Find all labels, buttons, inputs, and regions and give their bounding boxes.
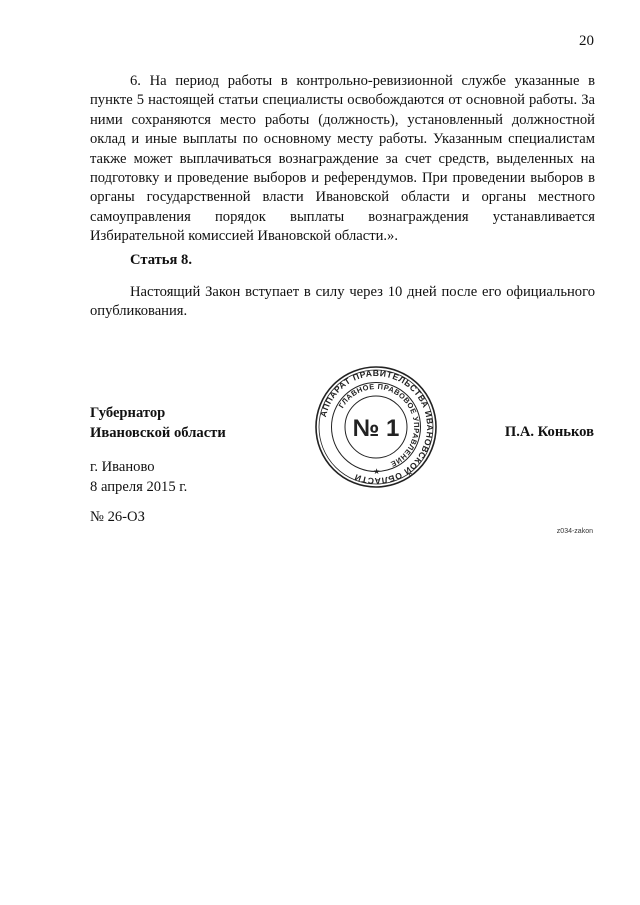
document-code: z034-zakon — [556, 528, 593, 535]
stamp-center-number: № 1 — [352, 415, 400, 442]
stamp-star-icons — [373, 467, 380, 476]
signatory-title — [90, 404, 226, 443]
signatory-title-line-2: Ивановской области — [90, 424, 226, 441]
article-heading: Статья 8. — [130, 252, 192, 268]
stamp-outer-text: АППАРАТ ПРАВИТЕЛЬСТВА ИВАНОВСКОЙ ОБЛАСТИ — [318, 367, 436, 487]
law-number: № 26-ОЗ — [90, 509, 145, 525]
place-and-date — [90, 458, 187, 497]
signatory-title-line-1: Губернатор — [90, 405, 166, 421]
page-number: 20 — [579, 33, 594, 49]
star-icon: ★ — [373, 467, 381, 476]
signing-date: 8 апреля 2015 г. — [90, 478, 188, 495]
city: г. Иваново — [90, 459, 155, 475]
article-8-text: Настоящий Закон вступает в силу через 10 дней после его официального опубликования. — [90, 284, 595, 320]
paragraph-6: 6. На период работы в контрольно-ревизионной службе указанные в пункте 5 настоящей статьи специалисты освобождаются от основной работы. За ними сохраняются место работы (должность), установленный должностной оклад и иные выплаты по основному месту работы. Указанным специалистам также может выплачиваться вознаграждение за счет средств, выделенных на подготовку и проведение выборов и референдумов. При проведении выборов в органы государственной власти Ивановской области и органы местного самоуправления порядок выплаты вознаграждения устанавливается Избирательной комиссией Ивановской области.». — [90, 73, 595, 245]
official-stamp — [314, 365, 438, 489]
signatory-name: П.А. Коньков — [504, 424, 594, 440]
stamp-inner-text: ГЛАВНОЕ ПРАВОВОЕ УПРАВЛЕНИЕ — [336, 381, 422, 469]
